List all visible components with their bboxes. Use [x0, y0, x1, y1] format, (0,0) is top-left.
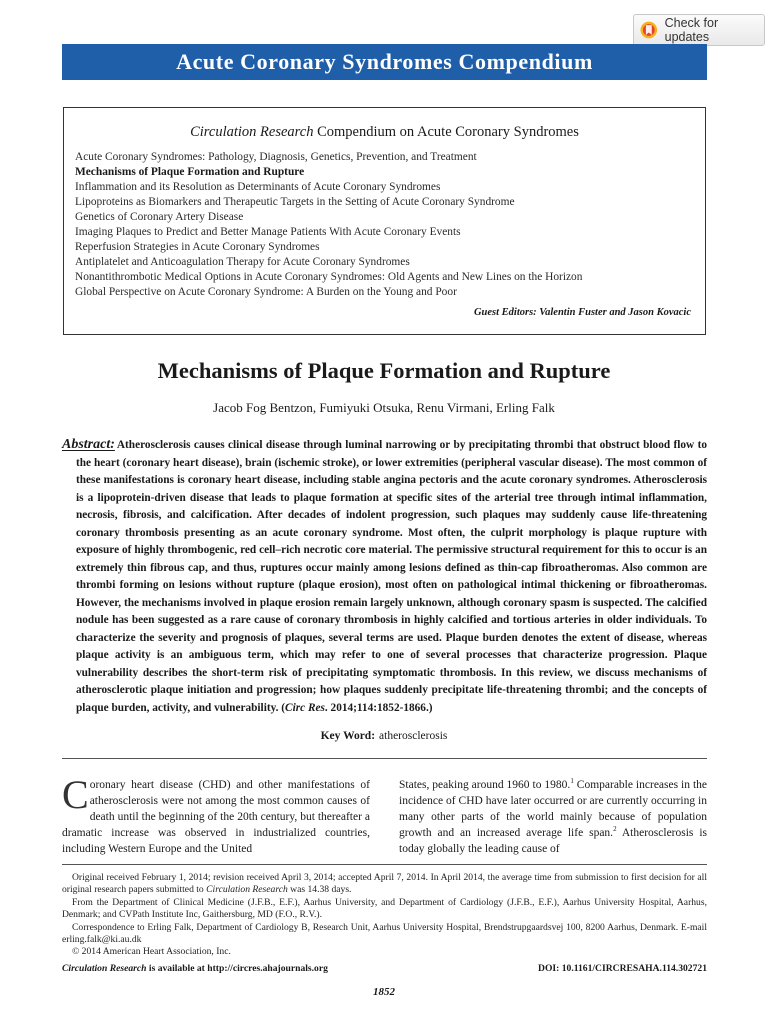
page-number: 1852 [373, 986, 395, 998]
article-authors: Jacob Fog Bentzon, Fumiyuki Otsuka, Renu Virmani, Erling Falk [213, 400, 555, 415]
abstract-label: Abstract: [62, 437, 115, 452]
compendium-item[interactable]: Lipoproteins as Biomarkers and Therapeutic Targets in the Setting of Acute Coronary Syndrome [75, 196, 515, 208]
compendium-item-current[interactable]: Mechanisms of Plaque Formation and Rupture [75, 166, 305, 178]
footer-line [62, 963, 707, 974]
body-column-left [62, 772, 370, 857]
body-text-right-1: States, peaking around 1960 to 1980. [399, 779, 571, 791]
footnote-received [62, 872, 707, 897]
compendium-item[interactable]: Acute Coronary Syndromes: Pathology, Diagnosis, Genetics, Prevention, and Treatment [75, 151, 477, 163]
abstract [62, 436, 707, 717]
key-word-label: Key Word: [320, 730, 376, 742]
footnote-correspondence: Correspondence to Erling Falk, Department of Cardiology B, Research Unit, Aarhus University Hospital, Brendstrupgaardsvej 100, 8200 Aarhus, Denmark. E-mail erling.falk@ki.au.dk [62, 921, 707, 946]
guest-editors: Guest Editors: Valentin Fuster and Jason Kovacic [473, 307, 691, 318]
footnote-divider [62, 864, 707, 865]
check-for-updates-button[interactable] [633, 14, 765, 46]
footnote-copyright: © 2014 American Heart Association, Inc. [72, 946, 231, 958]
compendium-heading [64, 124, 705, 141]
footnotes [62, 872, 707, 959]
doi[interactable]: DOI: 10.1161/CIRCRESAHA.114.302721 [538, 963, 707, 974]
abstract-cite-open: ( [278, 701, 286, 714]
banner-title: Acute Coronary Syndromes Compendium [176, 49, 593, 74]
compendium-article-list [75, 150, 582, 300]
abstract-divider [62, 758, 707, 759]
key-word [0, 730, 768, 742]
reference-1[interactable]: 1 [570, 777, 574, 786]
footnote-received-end: was 14.38 days. [287, 884, 352, 896]
body-text-right-3: Atherosclerosis is today globally the leading cause of [399, 827, 707, 855]
compendium-item[interactable]: Global Perspective on Acute Coronary Syndrome: A Burden on the Young and Poor [75, 286, 457, 298]
check-for-updates-label: Check for updates [664, 16, 719, 44]
compendium-item[interactable]: Antiplatelet and Anticoagulation Therapy for Acute Coronary Syndromes [75, 256, 410, 268]
compendium-item[interactable]: Reperfusion Strategies in Acute Coronary Syndromes [75, 241, 320, 253]
body-text-left: oronary heart disease (CHD) and other manifestations of atherosclerosis were not among the most common causes of death until the beginning of the 20th century, but thereafter a dramatic increase was observed in industrialized countries, including Western Europe and the United [62, 779, 370, 855]
availability-note [62, 963, 328, 974]
compendium-journal-name: Circulation Research [190, 124, 314, 140]
body-text-right-2: Comparable increases in the incidence of CHD have later occurred or are currently occurring in many other parts of the world mainly because of population growth and an increased average life span. [399, 779, 707, 839]
compendium-item[interactable]: Genetics of Coronary Artery Disease [75, 211, 244, 223]
availability-url[interactable]: is available at http://circres.ahajournals.org [146, 963, 328, 974]
footnote-received-text: Original received February 1, 2014; revision received April 3, 2014; accepted April 7, 2014. In April 2014, the average time from submission to first decision for all original research papers submitted to [62, 872, 707, 896]
drop-cap: C [62, 772, 89, 817]
abstract-text: Atherosclerosis causes clinical disease through luminal narrowing or by precipitating thrombi that obstruct blood flow to the heart (coronary heart disease), brain (ischemic stroke), or lower extremities (peripheral vascular disease). The most common of these manifestations is coronary heart disease, including stable angina pectoris and the acute coronary syndromes. Atherosclerosis is a lipoprotein-driven disease that leads to plaque formation at specific sites of the arterial tree through intimal inflammation, necrosis, fibrosis, and calcification. After decades of indolent progression, such plaques may suddenly cause life-threatening coronary thrombosis presenting as an acute coronary syndrome. Most often, the culprit morphology is plaque rupture with exposure of highly thrombogenic, red cell–rich necrotic core material. The permissive structural requirement for this to occur is an extremely thin fibrous cap, and thus, ruptures occur mainly among lesions defined as thin-cap fibroatheromas. Also common are thrombi forming on lesions without rupture (plaque erosion), most often on pathological intimal thickening or fibroatheromas. However, the mechanisms involved in plaque erosion remain largely unknown, although coronary spasm is suspected. The calcified nodule has been suggested as a rare cause of coronary thrombosis in highly calcified and tortious arteries in older individuals. To characterize the severity and prognosis of plaques, several terms are used. Plaque burden denotes the extent of disease, whereas plaque activity is an ambiguous term, which may refer to one of several processes that characterize progression. Plaque vulnerability describes the short-term risk of precipitating symptomatic thrombosis. In this review, we discuss mechanisms of atherosclerotic plaque initiation and progression; how plaques suddenly precipitate life-threatening thrombi; and the concepts of plaque burden, activity, and vulnerability. [76, 439, 707, 714]
availability-journal: Circulation Research [62, 963, 147, 974]
abstract-cite-journal: Circ Res [285, 701, 325, 714]
bookmark-refresh-icon [640, 20, 658, 40]
key-word-value: atherosclerosis [379, 730, 448, 742]
compendium-item[interactable]: Inflammation and its Resolution as Determinants of Acute Coronary Syndromes [75, 181, 441, 193]
body-column-right [399, 777, 707, 857]
compendium-heading-rest: Compendium on Acute Coronary Syndromes [313, 124, 579, 140]
compendium-banner [62, 44, 707, 80]
footnote-journal-name: Circulation Research [206, 884, 288, 896]
compendium-item[interactable]: Nonantithrombotic Medical Options in Acute Coronary Syndromes: Old Agents and New Lines on the Horizon [75, 271, 583, 283]
footnote-affiliations: From the Department of Clinical Medicine (J.F.B., E.F.), Aarhus University, and Department of Cardiology (J.F.B., E.F.), Aarhus University Hospital, Aarhus, Denmark; and CVPath Institute Inc, Gaithersburg, MD (F.O., R.V.). [62, 896, 707, 921]
compendium-item[interactable]: Imaging Plaques to Predict and Better Manage Patients With Acute Coronary Events [75, 226, 461, 238]
abstract-cite-rest: . 2014;114:1852-1866.) [324, 701, 433, 714]
article-title: Mechanisms of Plaque Formation and Rupture [157, 358, 611, 383]
compendium-box [63, 107, 706, 335]
reference-2[interactable]: 2 [613, 825, 617, 834]
